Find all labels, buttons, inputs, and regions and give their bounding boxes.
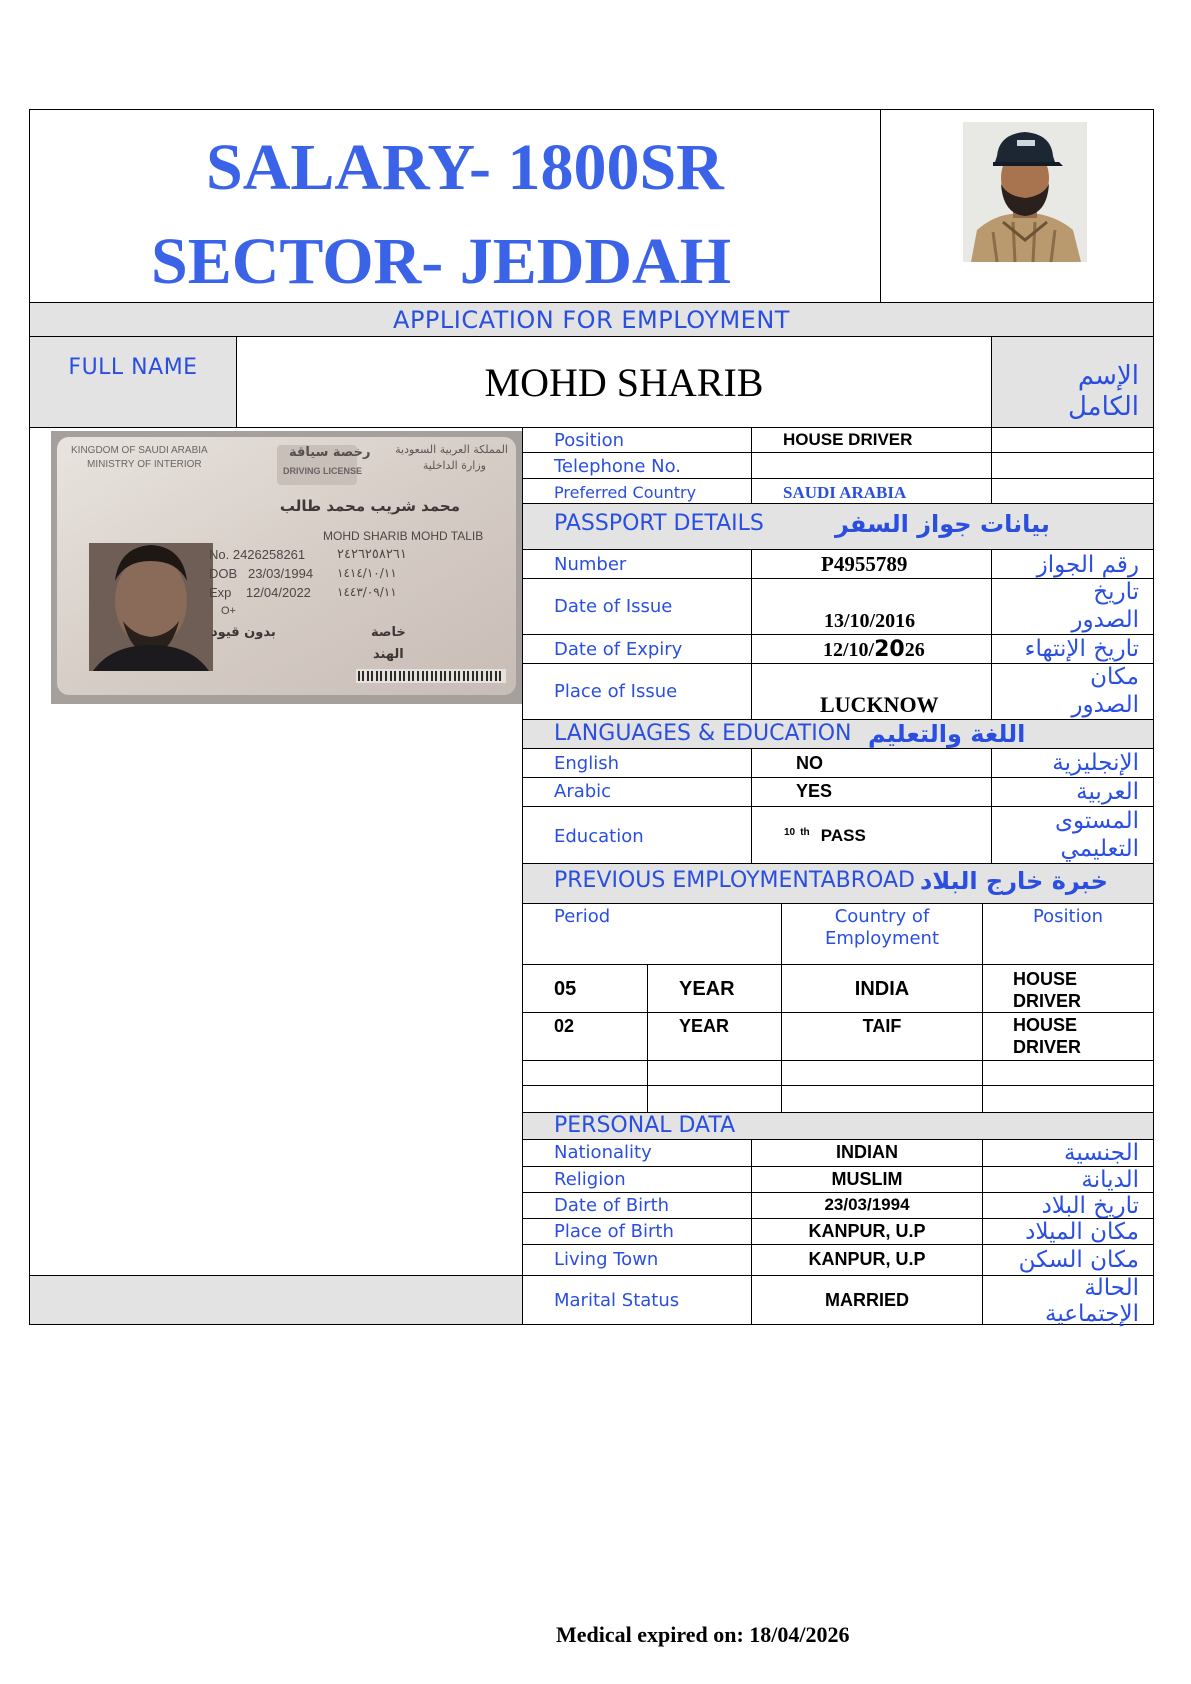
employment-row-1-country: INDIA xyxy=(854,978,910,1000)
marital-label-cell xyxy=(522,1275,752,1325)
issue-date-ar-1: تاريخ xyxy=(1093,579,1139,605)
employment-section-title: PREVIOUS EMPLOYMENTABROAD xyxy=(554,868,915,893)
education-ar-cell xyxy=(991,806,1154,864)
employment-period-head xyxy=(522,903,782,965)
employment-row-3-country-cell xyxy=(781,1060,983,1086)
employment-row-2-country-cell xyxy=(781,1012,983,1061)
license-exp: Exp 12/04/2022 xyxy=(209,585,311,600)
left-footer-strip xyxy=(29,1275,523,1325)
religion-label: Religion xyxy=(554,1169,626,1190)
expiry-date-ar-cell xyxy=(991,634,1154,664)
employment-row-3-unit-cell xyxy=(647,1060,782,1086)
pob-ar-cell xyxy=(982,1218,1154,1245)
dob-label-cell xyxy=(522,1192,752,1219)
employment-row-2-num: 02 xyxy=(554,1016,575,1036)
employment-position-header: Position xyxy=(1032,906,1104,927)
nationality-label: Nationality xyxy=(554,1142,652,1163)
employment-row-1-pos-1: HOUSE xyxy=(1013,969,1078,989)
issue-date-ar-2: الصدور xyxy=(1071,607,1139,633)
employment-row-1-num: 05 xyxy=(554,978,577,1000)
marital-ar-cell xyxy=(982,1275,1154,1325)
passport-section-title: PASSPORT DETAILS xyxy=(554,511,764,536)
arabic-value: YES xyxy=(796,781,833,801)
license-ar-ministry: وزارة الداخلية xyxy=(422,459,486,472)
religion-label-cell xyxy=(522,1166,752,1193)
license-kingdom: KINGDOM OF SAUDI ARABIA xyxy=(71,445,208,456)
license-ar-kingdom: المملكة العربية السعودية xyxy=(395,443,508,456)
place-issue-label-cell xyxy=(522,663,752,720)
place-issue-value: LUCKNOW xyxy=(820,692,939,717)
education-label: Education xyxy=(554,826,644,847)
dob-value: 23/03/1994 xyxy=(824,1195,910,1214)
applicant-photo xyxy=(963,122,1087,262)
license-nation-ar: الهند xyxy=(373,647,404,662)
place-issue-value-cell xyxy=(751,663,992,720)
education-ar-1: المستوى xyxy=(1054,808,1139,834)
education-text: PASS xyxy=(820,826,866,845)
employment-row-1-country-cell xyxy=(781,964,983,1013)
license-name-ar: محمد شريب محمد طالب xyxy=(279,497,460,515)
full-name-value-cell xyxy=(236,336,992,428)
preferred-country-label: Preferred Country xyxy=(554,483,697,502)
place-issue-label: Place of Issue xyxy=(554,681,678,702)
dob-ar-cell xyxy=(982,1192,1154,1219)
town-label: Living Town xyxy=(554,1249,659,1270)
issue-date-value-cell xyxy=(751,578,992,635)
telephone-value-cell xyxy=(751,452,992,479)
telephone-label: Telephone No. xyxy=(554,456,682,477)
telephone-label-cell xyxy=(522,452,752,479)
pob-value: KANPUR, U.P xyxy=(808,1221,926,1241)
position-ar-cell xyxy=(991,427,1154,453)
expiry-date-value-cell xyxy=(751,634,992,664)
license-ministry: MINISTRY OF INTERIOR xyxy=(87,459,202,470)
employment-row-1-pos-cell xyxy=(982,964,1154,1013)
nationality-value: INDIAN xyxy=(836,1142,898,1162)
employment-row-4-num-cell xyxy=(522,1085,648,1113)
arabic-label: Arabic xyxy=(554,781,612,802)
english-label-cell xyxy=(522,748,752,778)
dob-value-cell xyxy=(751,1192,983,1219)
religion-value-cell xyxy=(751,1166,983,1193)
full-name-label: FULL NAME xyxy=(68,355,198,380)
license-restriction-ar: بدون قيود xyxy=(211,625,276,640)
preferred-country-value: SAUDI ARABIA xyxy=(783,483,907,502)
employment-row-2-pos-1: HOUSE xyxy=(1013,1015,1078,1035)
employment-row-4-unit-cell xyxy=(647,1085,782,1113)
employment-row-2-num-cell xyxy=(522,1012,648,1061)
position-label: Position xyxy=(554,430,625,451)
employment-section-bar xyxy=(522,863,1154,904)
issue-date-ar-cell xyxy=(991,578,1154,635)
license-en-title: DRIVING LICENSE xyxy=(283,466,363,476)
pob-label: Place of Birth xyxy=(554,1221,674,1242)
employment-row-2-unit: YEAR xyxy=(679,1016,730,1036)
town-ar: مكان السكن xyxy=(1018,1247,1139,1273)
full-name-ar-cell xyxy=(991,336,1154,428)
education-value-cell xyxy=(751,806,992,864)
employment-row-1-unit-cell xyxy=(647,964,782,1013)
arabic-value-cell xyxy=(751,777,992,807)
languages-section-bar xyxy=(522,719,1154,749)
place-issue-ar-1: مكان xyxy=(1090,664,1139,690)
preferred-country-value-cell xyxy=(751,478,992,504)
employment-row-2-pos-cell xyxy=(982,1012,1154,1061)
nationality-value-cell xyxy=(751,1139,983,1167)
english-label: English xyxy=(554,753,619,774)
issue-date-label-cell xyxy=(522,578,752,635)
full-name-ar-1: الإسم xyxy=(1077,361,1139,391)
arabic-label-cell xyxy=(522,777,752,807)
employment-row-4-country-cell xyxy=(781,1085,983,1113)
nationality-label-cell xyxy=(522,1139,752,1167)
employment-country-head xyxy=(781,903,983,965)
employment-row-2-pos-2: DRIVER xyxy=(1013,1037,1082,1057)
expiry-date-ar: تاريخ الإنتهاء xyxy=(1024,636,1139,662)
education-value xyxy=(784,826,991,846)
employment-row-3-num-cell xyxy=(522,1060,648,1086)
issue-date-label: Date of Issue xyxy=(554,596,673,617)
license-blood: O+ xyxy=(221,605,236,617)
dob-ar: تاريخ البلاد xyxy=(1041,1193,1139,1219)
full-name-ar-2: الكامل xyxy=(1067,392,1139,422)
town-label-cell xyxy=(522,1244,752,1276)
arabic-ar-cell xyxy=(991,777,1154,807)
full-name-label-cell xyxy=(29,336,237,428)
passport-section-bar xyxy=(522,503,1154,550)
driving-license-card xyxy=(51,431,522,704)
issue-date-value: 13/10/2016 xyxy=(824,610,916,632)
employment-row-4-pos-cell xyxy=(982,1085,1154,1113)
personal-section-title: PERSONAL DATA xyxy=(554,1113,736,1138)
employment-row-1-num-cell xyxy=(522,964,648,1013)
employment-section-ar: خبرة خارج البلاد xyxy=(920,867,1108,895)
expiry-date-value xyxy=(823,637,991,662)
marital-value: MARRIED xyxy=(825,1290,909,1310)
employment-country-header-2: Employment xyxy=(824,928,940,949)
license-number: No. 2426258261 xyxy=(209,547,306,562)
employment-country-header-1: Country of xyxy=(834,906,930,927)
license-dob: DOB 23/03/1994 xyxy=(209,566,314,581)
license-name-en: MOHD SHARIB MOHD TALIB xyxy=(323,529,484,543)
religion-value: MUSLIM xyxy=(831,1169,903,1189)
employment-row-3-pos-cell xyxy=(982,1060,1154,1086)
application-title-bar xyxy=(29,302,1154,337)
employment-period-header: Period xyxy=(554,906,611,927)
employment-row-1-pos-2: DRIVER xyxy=(1013,991,1082,1011)
full-name-value: MOHD SHARIB xyxy=(484,359,764,405)
languages-section-ar: اللغة والتعليم xyxy=(868,720,1026,748)
preferred-country-ar-cell xyxy=(991,478,1154,504)
license-number-ar: ٢٤٢٦٢٥٨٢٦١ xyxy=(337,547,407,562)
arabic-ar: العربية xyxy=(1076,779,1139,805)
town-value-cell xyxy=(751,1244,983,1276)
license-ar-title: رخصة سياقة xyxy=(289,445,371,460)
position-label-cell xyxy=(522,427,752,453)
medical-expiry-note: Medical expired on: 18/04/2026 xyxy=(556,1622,850,1647)
education-ar-2: التعليمي xyxy=(1060,836,1139,862)
education-label-cell xyxy=(522,806,752,864)
passport-number-value: P4955789 xyxy=(821,552,908,576)
employment-position-head xyxy=(982,903,1154,965)
passport-number-ar-cell xyxy=(991,549,1154,579)
employment-row-2-unit-cell xyxy=(647,1012,782,1061)
pob-ar: مكان الميلاد xyxy=(1025,1219,1139,1245)
expiry-date-part-1: 12/10/ xyxy=(823,639,875,661)
preferred-country-label-cell xyxy=(522,478,752,504)
town-ar-cell xyxy=(982,1244,1154,1276)
marital-ar-2: الإجتماعية xyxy=(1045,1301,1139,1327)
english-ar: الإنجليزية xyxy=(1052,750,1139,776)
passport-section-ar: بيانات جواز السفر xyxy=(835,510,1050,538)
english-ar-cell xyxy=(991,748,1154,778)
application-title: APPLICATION FOR EMPLOYMENT xyxy=(393,305,790,334)
religion-ar: الديانة xyxy=(1081,1167,1139,1193)
license-exp-ar: ١٤٤٣/٠٩/١١ xyxy=(337,585,397,599)
place-issue-ar-2: الصدور xyxy=(1071,692,1139,718)
languages-section-title: LANGUAGES & EDUCATION xyxy=(554,721,852,746)
education-num: 10 xyxy=(784,827,796,838)
english-value-cell xyxy=(751,748,992,778)
marital-label: Marital Status xyxy=(554,1290,680,1311)
passport-number-value-cell xyxy=(751,549,992,579)
marital-value-cell xyxy=(751,1275,983,1325)
salary-title: SALARY- 1800SR xyxy=(206,131,724,204)
nationality-ar-cell xyxy=(982,1139,1154,1167)
passport-number-label-cell xyxy=(522,549,752,579)
marital-ar-1: الحالة xyxy=(1084,1275,1139,1301)
personal-section-bar xyxy=(522,1112,1154,1140)
telephone-ar-cell xyxy=(991,452,1154,479)
dob-label: Date of Birth xyxy=(554,1195,670,1216)
education-sup: th xyxy=(800,827,810,838)
english-value: NO xyxy=(796,753,823,773)
employment-row-1-unit: YEAR xyxy=(679,978,735,1000)
place-issue-ar-cell xyxy=(991,663,1154,720)
pob-label-cell xyxy=(522,1218,752,1245)
employment-row-2-country: TAIF xyxy=(862,1016,902,1036)
town-value: KANPUR, U.P xyxy=(808,1249,926,1269)
expiry-date-part-2: 20 xyxy=(874,637,905,662)
expiry-date-label: Date of Expiry xyxy=(554,639,683,660)
expiry-date-label-cell xyxy=(522,634,752,664)
position-value-cell xyxy=(751,427,992,453)
expiry-date-part-3: 26 xyxy=(904,639,925,661)
sector-title: SECTOR- JEDDAH xyxy=(151,225,732,298)
license-type-ar: خاصة xyxy=(371,625,406,640)
passport-number-label: Number xyxy=(554,554,627,575)
pob-value-cell xyxy=(751,1218,983,1245)
religion-ar-cell xyxy=(982,1166,1154,1193)
position-value: HOUSE DRIVER xyxy=(783,430,913,449)
nationality-ar: الجنسية xyxy=(1064,1140,1139,1166)
license-dob-ar: ١٤١٤/١٠/١١ xyxy=(337,566,397,580)
passport-number-ar: رقم الجواز xyxy=(1036,552,1139,578)
